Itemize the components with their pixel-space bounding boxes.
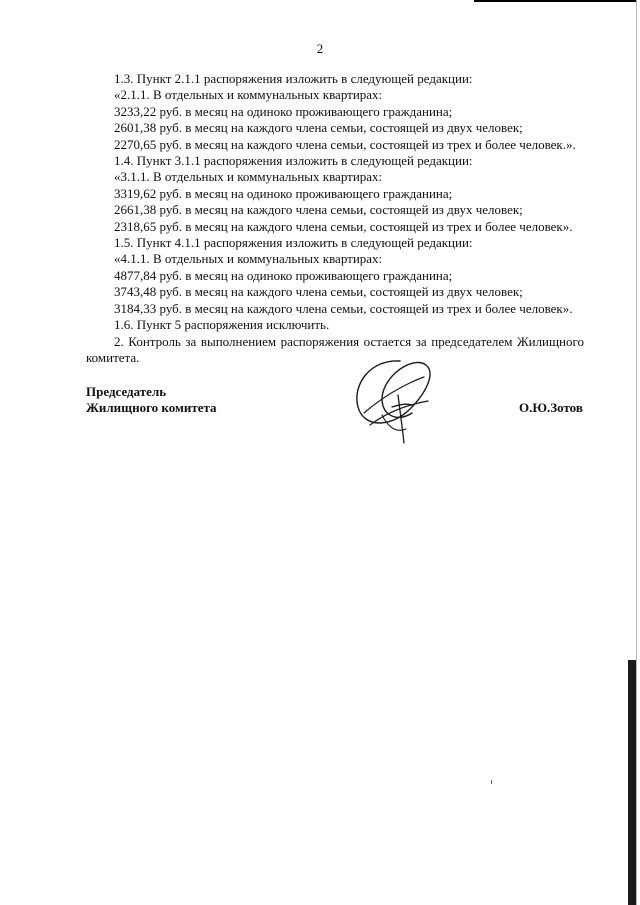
page-number: 2 [316, 41, 324, 56]
paragraph-3-1-1-single: 3319,62 руб. в месяц на одиноко проживающего гражданина; [114, 185, 453, 201]
scan-speck [491, 780, 492, 784]
paragraph-1-5: 1.5. Пункт 4.1.1 распоряжения изложить в следующей редакции: [114, 235, 473, 251]
document-body [86, 71, 584, 366]
paragraph-4-1-1-heading: «4.1.1. В отдельных и коммунальных квартирах: [114, 251, 383, 267]
paragraph-2-1-1-two: 2601,38 руб. в месяц на каждого члена семьи, состоящей из двух человек; [114, 120, 523, 136]
signatory-title-line-2: Жилищного комитета [86, 400, 217, 415]
paragraph-2-1-1-single: 3233,22 руб. в месяц на одиноко проживающего гражданина; [114, 103, 453, 119]
signatory-title [86, 384, 217, 416]
paragraph-1-6: 1.6. Пункт 5 распоряжения исключить. [114, 317, 330, 333]
scan-edge-right [636, 0, 640, 905]
handwritten-signature [340, 355, 450, 450]
paragraph-2-1-1-heading: «2.1.1. В отдельных и коммунальных квартирах: [114, 87, 383, 103]
paragraph-3-1-1-three: 2318,65 руб. в месяц на каждого члена семьи, состоящей из трех и более человек». [114, 218, 573, 234]
paragraph-3-1-1-heading: «3.1.1. В отдельных и коммунальных квартирах: [114, 169, 383, 185]
paragraph-4-1-1-single: 4877,84 руб. в месяц на одиноко проживающего гражданина; [114, 267, 453, 283]
paragraph-4-1-1-two: 3743,48 руб. в месяц на каждого члена семьи, состоящей из двух человек; [114, 284, 523, 300]
scan-edge-top [474, 0, 640, 2]
signatory-title-line-1: Председатель [86, 384, 167, 399]
paragraph-1-4: 1.4. Пункт 3.1.1 распоряжения изложить в следующей редакции: [114, 153, 473, 169]
paragraph-1-3: 1.3. Пункт 2.1.1 распоряжения изложить в следующей редакции: [114, 71, 473, 86]
signatory-name: О.Ю.Зотов [519, 400, 583, 415]
paragraph-2-1-1-three: 2270,65 руб. в месяц на каждого члена семьи, состоящей из трех и более человек.». [114, 136, 576, 152]
scan-edge-bar [628, 660, 636, 905]
paragraph-2-control: 2. Контроль за выполнением распоряжения остается за председателем Жилищного комитета. [86, 333, 584, 365]
paragraph-4-1-1-three: 3184,33 руб. в месяц на каждого члена семьи, состоящей из трех и более человек». [114, 300, 573, 316]
paragraph-3-1-1-two: 2661,38 руб. в месяц на каждого члена семьи, состоящей из двух человек; [114, 202, 523, 218]
